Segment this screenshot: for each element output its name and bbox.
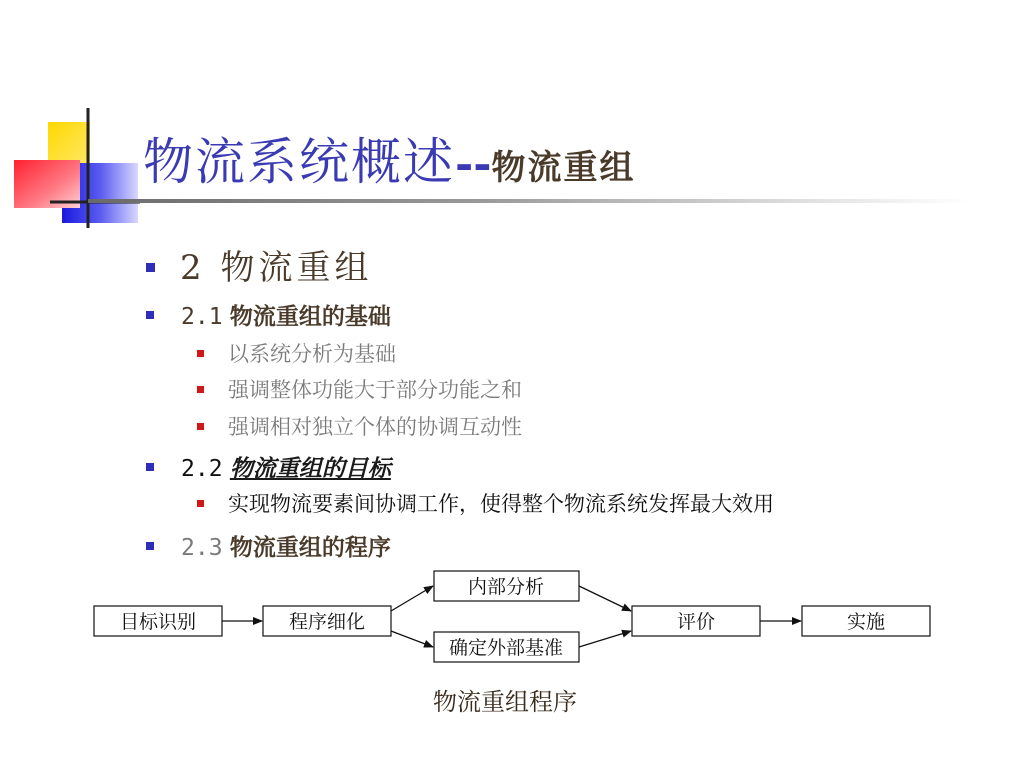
flow-node-goal-identification bbox=[94, 606, 222, 636]
bullet-square-icon bbox=[197, 500, 204, 507]
bullet-square-icon bbox=[197, 423, 204, 430]
list-item: 实现物流要素间协调工作，使得整个物流系统发挥最大效用 bbox=[228, 492, 774, 516]
section-2-1 bbox=[181, 298, 391, 331]
flow-node-label: 程序细化 bbox=[288, 611, 366, 633]
flow-node-external-benchmark bbox=[434, 632, 579, 662]
bullet-square-icon bbox=[197, 350, 204, 357]
flow-node-implementation bbox=[802, 606, 930, 636]
bullet-square-icon bbox=[197, 386, 204, 393]
flow-arrow bbox=[579, 631, 631, 647]
flow-node-label: 目标识别 bbox=[119, 611, 197, 633]
flow-node-label: 评价 bbox=[676, 611, 716, 633]
bullet-square-icon bbox=[146, 311, 154, 319]
flow-node-label: 实施 bbox=[846, 611, 886, 633]
flow-arrow bbox=[391, 586, 433, 611]
title-sub: 物流重组 bbox=[491, 148, 636, 188]
flow-arrow bbox=[391, 631, 433, 647]
section-2-3 bbox=[181, 529, 391, 562]
bullet-square-icon bbox=[146, 463, 154, 471]
section-2-1-number: 2.1 bbox=[181, 304, 223, 330]
slide-title bbox=[143, 122, 1003, 202]
section-2-1-title: 物流重组的基础 bbox=[229, 303, 391, 330]
title-main: 物流系统概述 bbox=[143, 133, 455, 191]
title-underline bbox=[88, 199, 968, 203]
bullet-square-icon bbox=[146, 542, 154, 550]
flow-node-evaluation bbox=[632, 606, 760, 636]
list-item: 以系统分析为基础 bbox=[228, 342, 396, 366]
section-2-2-number: 2.2 bbox=[181, 456, 223, 482]
list-item: 强调整体功能大于部分功能之和 bbox=[228, 378, 522, 402]
section-2-3-number: 2.3 bbox=[181, 535, 223, 561]
flow-node-internal-analysis bbox=[434, 571, 579, 601]
outline-heading bbox=[180, 240, 372, 289]
section-2-2-title: 物流重组的目标 bbox=[229, 455, 391, 482]
outline-heading-number: 2 bbox=[180, 248, 206, 288]
bullet-square-icon bbox=[146, 263, 155, 272]
corner-decoration bbox=[0, 0, 150, 240]
section-2-3-title: 物流重组的程序 bbox=[229, 534, 391, 561]
flow-node-label: 内部分析 bbox=[467, 576, 545, 598]
outline-heading-text: 物流重组 bbox=[220, 248, 373, 288]
flow-node-procedure-refinement bbox=[263, 606, 391, 636]
flow-arrow bbox=[579, 586, 631, 611]
section-2-2 bbox=[181, 450, 391, 483]
title-dash: -- bbox=[455, 139, 492, 190]
flow-node-label: 确定外部基准 bbox=[448, 637, 564, 659]
diagram-caption: 物流重组程序 bbox=[433, 688, 577, 716]
list-item: 强调相对独立个体的协调互动性 bbox=[228, 415, 522, 439]
